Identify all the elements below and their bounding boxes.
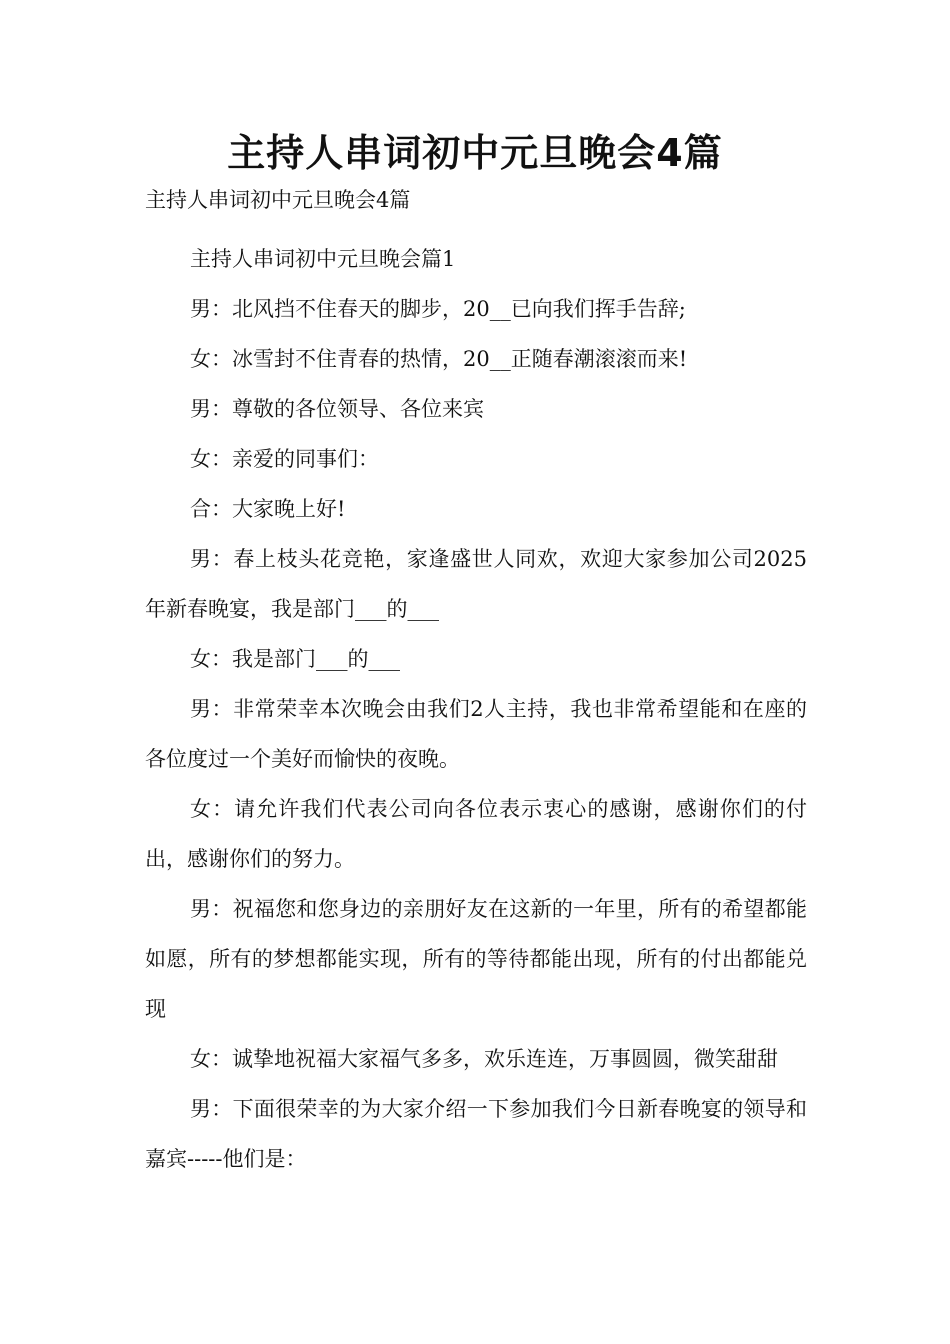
document-body — [145, 234, 807, 1184]
dialogue-line: 男：北风挡不住春天的脚步，20__已向我们挥手告辞; — [190, 297, 686, 321]
dialogue-line: 男：非常荣幸本次晚会由我们2人主持，我也非常希望能和在座的各位度过一个美好而愉快的夜晚。 — [145, 697, 807, 771]
dialogue-line: 女：亲爱的同事们： — [190, 447, 379, 471]
dialogue-line: 女：请允许我们代表公司向各位表示衷心的感谢，感谢你们的付出，感谢你们的努力。 — [145, 797, 807, 871]
dialogue-line: 女：诚挚地祝福大家福气多多，欢乐连连，万事圆圆，微笑甜甜 — [190, 1047, 778, 1071]
section-heading: 主持人串词初中元旦晚会篇1 — [190, 247, 456, 271]
dialogue-line: 男：下面很荣幸的为大家介绍一下参加我们今日新春晚宴的领导和嘉宾-----他们是： — [145, 1097, 807, 1171]
document-title: 主持人串词初中元旦晚会4篇 — [227, 131, 723, 175]
dialogue-line: 女：我是部门___的___ — [190, 647, 400, 671]
dialogue-line: 合：大家晚上好! — [190, 497, 346, 521]
dialogue-line: 男：祝福您和您身边的亲朋好友在这新的一年里，所有的希望都能如愿，所有的梦想都能实现，所有的等待都能出现，所有的付出都能兑现 — [145, 897, 807, 1021]
dialogue-line: 男：尊敬的各位领导、各位来宾 — [190, 397, 484, 421]
dialogue-line: 女：冰雪封不住青春的热情，20__正随春潮滚滚而来! — [190, 347, 688, 371]
dialogue-line: 男：春上枝头花竞艳，家逢盛世人同欢，欢迎大家参加公司2025年新春晚宴，我是部门___的___ — [145, 547, 807, 621]
document-subtitle: 主持人串词初中元旦晚会4篇 — [145, 188, 411, 212]
